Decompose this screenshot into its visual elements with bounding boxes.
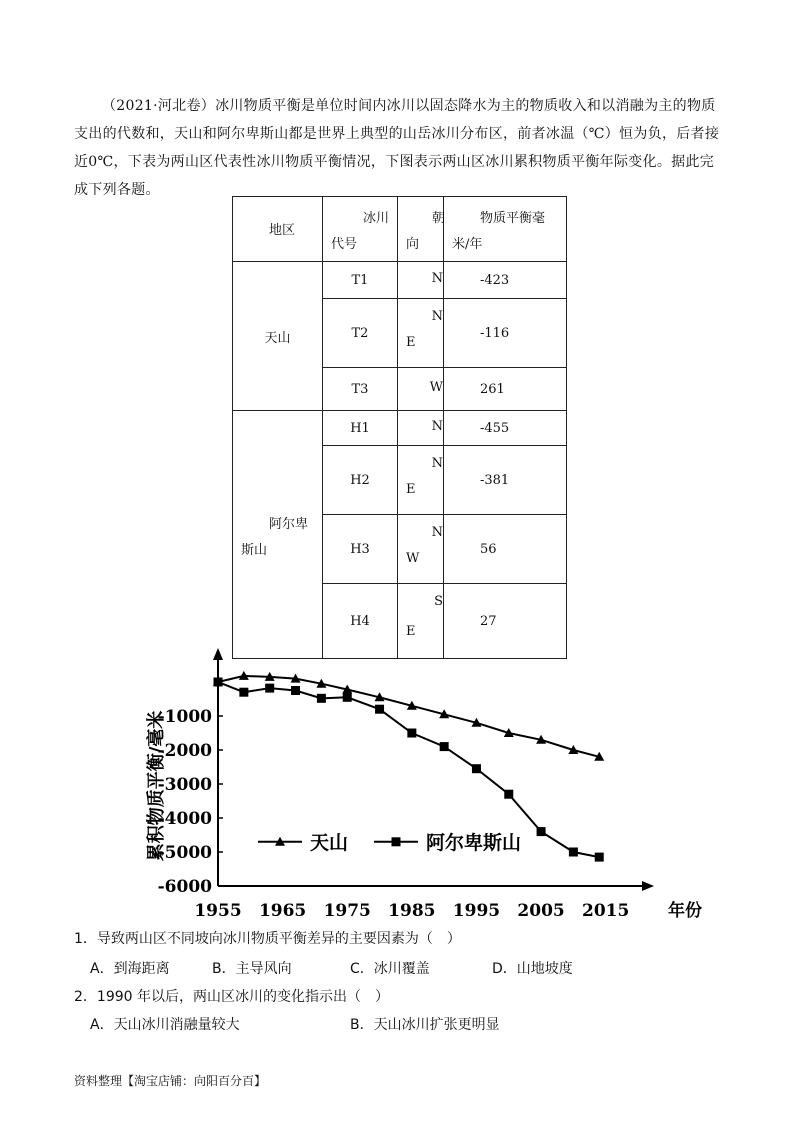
y-axis-title: 累积物质平衡/毫米 (146, 710, 167, 862)
aspect-label: N (431, 525, 443, 540)
x-tick-label: 1965 (258, 901, 307, 921)
chart-legend (258, 831, 521, 854)
balance-cell (444, 299, 567, 368)
region-alps-line1: 阿尔卑 (269, 516, 309, 532)
code-label: H2 (350, 472, 370, 488)
aspect-cell (398, 368, 444, 411)
header-region (233, 197, 323, 262)
region-alps-line2: 斯山 (241, 542, 268, 558)
table-header-row (233, 197, 567, 262)
code-label: T3 (351, 381, 369, 397)
header-aspect (398, 197, 444, 262)
balance-label: -116 (480, 325, 510, 341)
region-tianshan (233, 262, 323, 411)
square-marker (291, 686, 300, 695)
code-label: H3 (350, 541, 370, 557)
code-cell (323, 368, 398, 411)
x-tick-label: 1975 (323, 901, 371, 921)
question-1-option-b: B．主导风向 (212, 961, 292, 977)
question-1-option-a: A．到海距离 (90, 961, 170, 977)
header-balance (444, 197, 567, 262)
header-aspect-line1: 朝 (432, 211, 446, 226)
aspect-cell (398, 262, 444, 299)
balance-label: -455 (480, 420, 510, 436)
code-label: T2 (351, 325, 369, 341)
x-tick-label: 1995 (452, 901, 501, 921)
region-tianshan-label: 天山 (264, 330, 291, 346)
balance-cell (444, 515, 567, 584)
code-cell (323, 299, 398, 368)
square-marker (392, 837, 401, 846)
x-tick-label: 2015 (582, 901, 630, 921)
question-2-stem: 2．1990 年以后，两山区冰川的变化指示出（ ） (74, 989, 389, 1005)
table-row (233, 262, 567, 299)
header-code-line1: 冰川 (363, 211, 390, 226)
square-marker (239, 688, 248, 697)
code-label: H1 (350, 420, 370, 436)
aspect-label: S (434, 594, 443, 609)
question-1-option-c: C．冰川覆盖 (350, 961, 430, 977)
question-2-option-b: B．天山冰川扩张更明显 (350, 1017, 500, 1033)
aspect-label: N (431, 419, 443, 434)
region-alps (233, 411, 323, 659)
square-marker (595, 853, 604, 862)
aspect-label: N (431, 271, 443, 286)
table-row (233, 411, 567, 446)
square-marker (440, 742, 449, 751)
balance-label: 56 (480, 541, 497, 557)
balance-cell (444, 446, 567, 515)
aspect-cell (398, 515, 444, 584)
question-2-option-a: A．天山冰川消融量较大 (90, 1017, 240, 1033)
glacier-table (232, 196, 567, 659)
aspect-cell (398, 299, 444, 368)
code-cell (323, 515, 398, 584)
balance-label: 261 (480, 381, 505, 397)
y-tick-label: -4000 (157, 809, 212, 829)
header-aspect-line2: 向 (406, 237, 420, 252)
square-marker (537, 827, 546, 836)
balance-cell (444, 368, 567, 411)
footer-source: 资料整理【淘宝店铺：向阳百分百】 (74, 1074, 267, 1088)
header-balance-line1: 物质平衡毫 (480, 211, 546, 226)
intro-text: （2021·河北卷）冰川物质平衡是单位时间内冰川以固态降水为主的物质收入和以消融为主的物质支出的代数和，天山和阿尔卑斯山都是世界上典型的山岳冰川分布区，前者冰温（℃）恒为负，后者接近0℃，下表为两山区代表性冰川物质平衡情况，下图表示两山区冰川累积物质平衡年际变化。据此完成下列各题。 (74, 98, 720, 198)
balance-cell (444, 411, 567, 446)
square-marker (569, 848, 578, 857)
aspect-label-second: E (406, 482, 416, 497)
aspect-cell (398, 446, 444, 515)
code-cell (323, 446, 398, 515)
aspect-label-second: E (406, 335, 416, 350)
aspect-cell (398, 411, 444, 446)
square-marker (317, 694, 326, 703)
square-marker (214, 678, 223, 687)
header-code (323, 197, 398, 262)
square-marker (472, 764, 481, 773)
square-marker (504, 790, 513, 799)
square-marker (407, 729, 416, 738)
x-tick-label: 2005 (517, 901, 565, 921)
x-tick-label: 1955 (194, 901, 242, 921)
header-balance-line2: 米/年 (452, 237, 483, 252)
legend-label: 阿尔卑斯山 (426, 831, 522, 854)
balance-label: -423 (480, 272, 510, 288)
y-tick-label: -5000 (157, 843, 212, 863)
question-1-stem: 1．导致两山区不同坡向冰川物质平衡差异的主要因素为（ ） (74, 931, 461, 947)
y-tick-label: -6000 (157, 877, 212, 897)
square-marker (265, 684, 274, 693)
aspect-label-second: E (406, 624, 416, 639)
chart-axes (145, 648, 702, 921)
code-label: T1 (351, 272, 369, 288)
x-axis-title: 年份 (668, 901, 702, 921)
x-axis-arrow (642, 881, 654, 891)
intro-paragraph (74, 92, 724, 204)
balance-label: 27 (480, 613, 497, 629)
y-tick-label: -3000 (157, 775, 212, 795)
header-region-label: 地区 (269, 223, 296, 238)
legend-label: 天山 (310, 831, 349, 854)
balance-cell (444, 262, 567, 299)
mass-balance-chart (140, 640, 702, 922)
y-tick-label: -1000 (157, 707, 212, 727)
header-code-line2: 代号 (331, 237, 358, 252)
aspect-label: N (431, 309, 443, 324)
square-marker (343, 693, 352, 702)
square-marker (375, 705, 384, 714)
y-axis-arrow (213, 648, 223, 660)
aspect-label: W (429, 380, 443, 395)
question-1-option-d: D．山地坡度 (492, 961, 573, 977)
y-tick-label: -2000 (157, 741, 212, 761)
aspect-label: N (431, 456, 443, 471)
x-tick-label: 1985 (388, 901, 436, 921)
balance-label: -381 (480, 472, 510, 488)
code-cell (323, 262, 398, 299)
aspect-label-second: W (406, 551, 420, 566)
chart-series (213, 671, 604, 862)
code-label: H4 (350, 613, 370, 629)
code-cell (323, 411, 398, 446)
